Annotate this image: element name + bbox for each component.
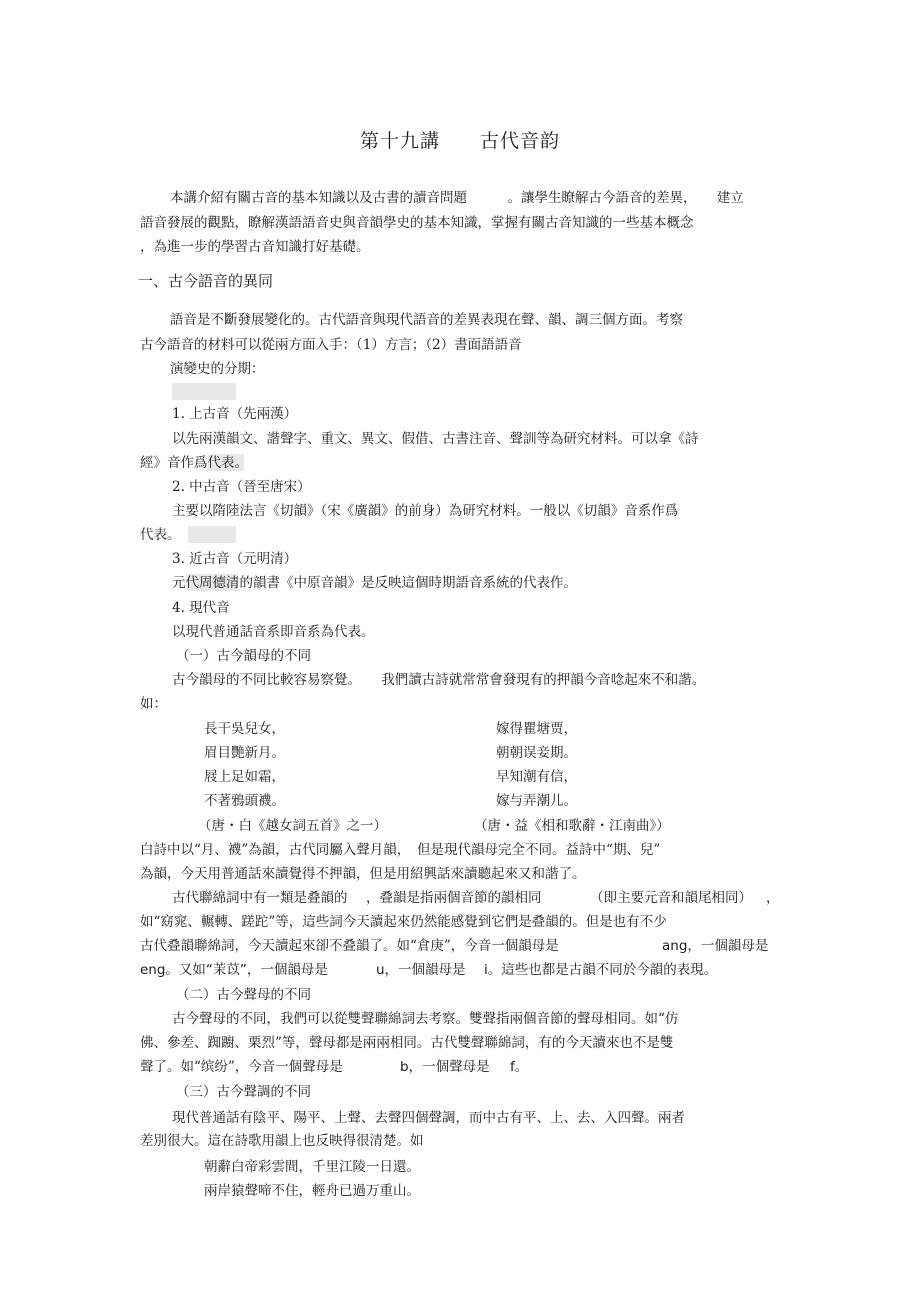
paragraph-line: ang，一個韻母是 [662, 938, 769, 954]
paragraph-line: u，一個韻母是 [376, 962, 466, 978]
poem-line: 早知潮有信， [496, 769, 577, 785]
paragraph-line: i。這些也都是古韻不同於今韻的表現。 [484, 962, 718, 978]
paragraph-line: 如“窈窕、輾轉、蹉跎”等，這些詞今天讀起來仍然能感覺到它們是叠韻的。但是也有不少 [140, 914, 667, 930]
paragraph-line: 經》音作爲代表。 [140, 455, 248, 471]
paragraph-line: 如： [140, 696, 167, 712]
paragraph-line: 古今聲母的不同，我們可以從雙聲聯綿詞去考察。雙聲指兩個音節的聲母相同。如“仿 [172, 1011, 679, 1027]
poem-line: 不著鴉頭襪。 [204, 793, 285, 809]
paragraph-line: 差別很大。這在詩歌用韻上也反映得很清楚。如 [140, 1133, 424, 1149]
poem-line: 兩岸猿聲啼不住，輕舟已過万重山。 [204, 1183, 420, 1199]
paragraph-line: 佛、參差、踟躕、栗烈”等，聲母都是兩兩相同。古代雙聲聯綿詞，有的今天讀來也不是雙 [140, 1035, 674, 1051]
paragraph-line: 古今語音的材料可以從兩方面入手：（1）方言；（2）書面語語音 [140, 337, 522, 353]
subsection-heading: （三）古今聲調的不同 [176, 1084, 311, 1100]
gray-mark [172, 383, 236, 400]
paragraph-line: 為韻，今天用普通話來讀覺得不押韻，但是用紹興話來讀聽起來又和諧了。 [140, 866, 586, 882]
paragraph-line: 元代周德清的韻書《中原音韻》是反映這個時期語音系統的代表作。 [172, 575, 577, 591]
paragraph-line: 代表。 [140, 527, 181, 543]
poem-line: 朝辭白帝彩雲間，千里江陵一日還。 [204, 1159, 420, 1175]
period-heading: 1. 上古音（先兩漢） [172, 406, 298, 422]
paragraph-line: 語音是不斷發展變化的。古代語音與現代語音的差異表現在聲、韻、調三個方面。考察 [170, 312, 683, 328]
intro-line: 本講介紹有關古音的基本知識以及古書的讀音問題 。讓學生瞭解古今語音的差異， 建立 [170, 190, 744, 206]
paragraph-line: 聲了。如“缤纷”，今音一個聲母是 [140, 1059, 343, 1075]
intro-line: 語音發展的觀點，瞭解漢語語音史與音韻學史的基本知識，掌握有關古音知識的一些基本概念 [140, 215, 694, 231]
period-heading: 2. 中古音（晉至唐宋） [172, 479, 311, 495]
paragraph-line: 古代聯綿詞中有一類是叠韻的 [172, 890, 348, 906]
poem-line: 嫁得瞿塘贾， [496, 721, 577, 737]
intro-line: ，為進一步的學習古音知識打好基礎。 [140, 239, 370, 255]
paragraph-line: eng。又如“茉苡”，一個韻母是 [140, 962, 328, 978]
poem-line: 嫁与弄潮儿。 [496, 793, 577, 809]
subsection-heading: （一）古今韻母的不同 [176, 648, 311, 664]
paragraph-line: 古今韻母的不同比較容易察覺。 我們讀古詩就常常會發現有的押韻今音唸起來不和諧。 [172, 672, 706, 688]
paragraph-line: 以現代普通話音系即音系為代表。 [172, 624, 375, 640]
poem-line: 屐上足如霜， [204, 769, 285, 785]
page-title: 第十九講 古代音韵 [359, 130, 560, 152]
paragraph-line: 白詩中以“月、襪”為韻，古代同屬入聲月韻， 但是現代韻母完全不同。益詩中“期、兒” [140, 842, 661, 858]
subsection-heading: （二）古今聲母的不同 [176, 987, 311, 1003]
period-heading: 3. 近古音（元明清） [172, 551, 298, 567]
paragraph-line: b，一個聲母是 [400, 1059, 490, 1075]
poem-source: （唐・白《越女詞五首》之一） [198, 818, 387, 834]
paragraph-line: 以先兩漢韻文、諧聲字、重文、異文、假借、古書注音、聲訓等為研究材料。可以拿《詩 [172, 431, 699, 447]
paragraph-line: （即主要元音和韻尾相同） [590, 890, 752, 906]
paragraph-line: 主要以隋陸法言《切韻》（宋《廣韻》的前身）為研究材料。一般以《切韻》音系作爲 [172, 503, 679, 519]
paragraph-line: 古代叠韻聯綿詞，今天讀起來卻不叠韻了。如“倉庚”，今音一個韻母是 [140, 938, 559, 954]
poem-line: 眉目艷新月。 [204, 745, 285, 761]
paragraph-line: 現代普通話有陰平、陽平、上聲、去聲四個聲調，而中古有平、上、去、入四聲。兩者 [172, 1110, 685, 1126]
gray-mark [188, 526, 236, 543]
period-heading: 4. 現代音 [172, 600, 230, 616]
paragraph-line: ， [766, 890, 780, 906]
poem-line: 長干吳兒女， [204, 721, 285, 737]
paragraph-line: ，叠韻是指兩個音節的韻相同 [366, 890, 542, 906]
poem-line: 朝朝误妾期。 [496, 745, 577, 761]
paragraph-line: f。 [510, 1059, 529, 1075]
paragraph-line: 演變史的分期： [170, 361, 265, 377]
poem-source: （唐・益《相和歌辭・江南曲》） [474, 818, 670, 834]
section-heading: 一、古今語音的異同 [138, 272, 274, 290]
